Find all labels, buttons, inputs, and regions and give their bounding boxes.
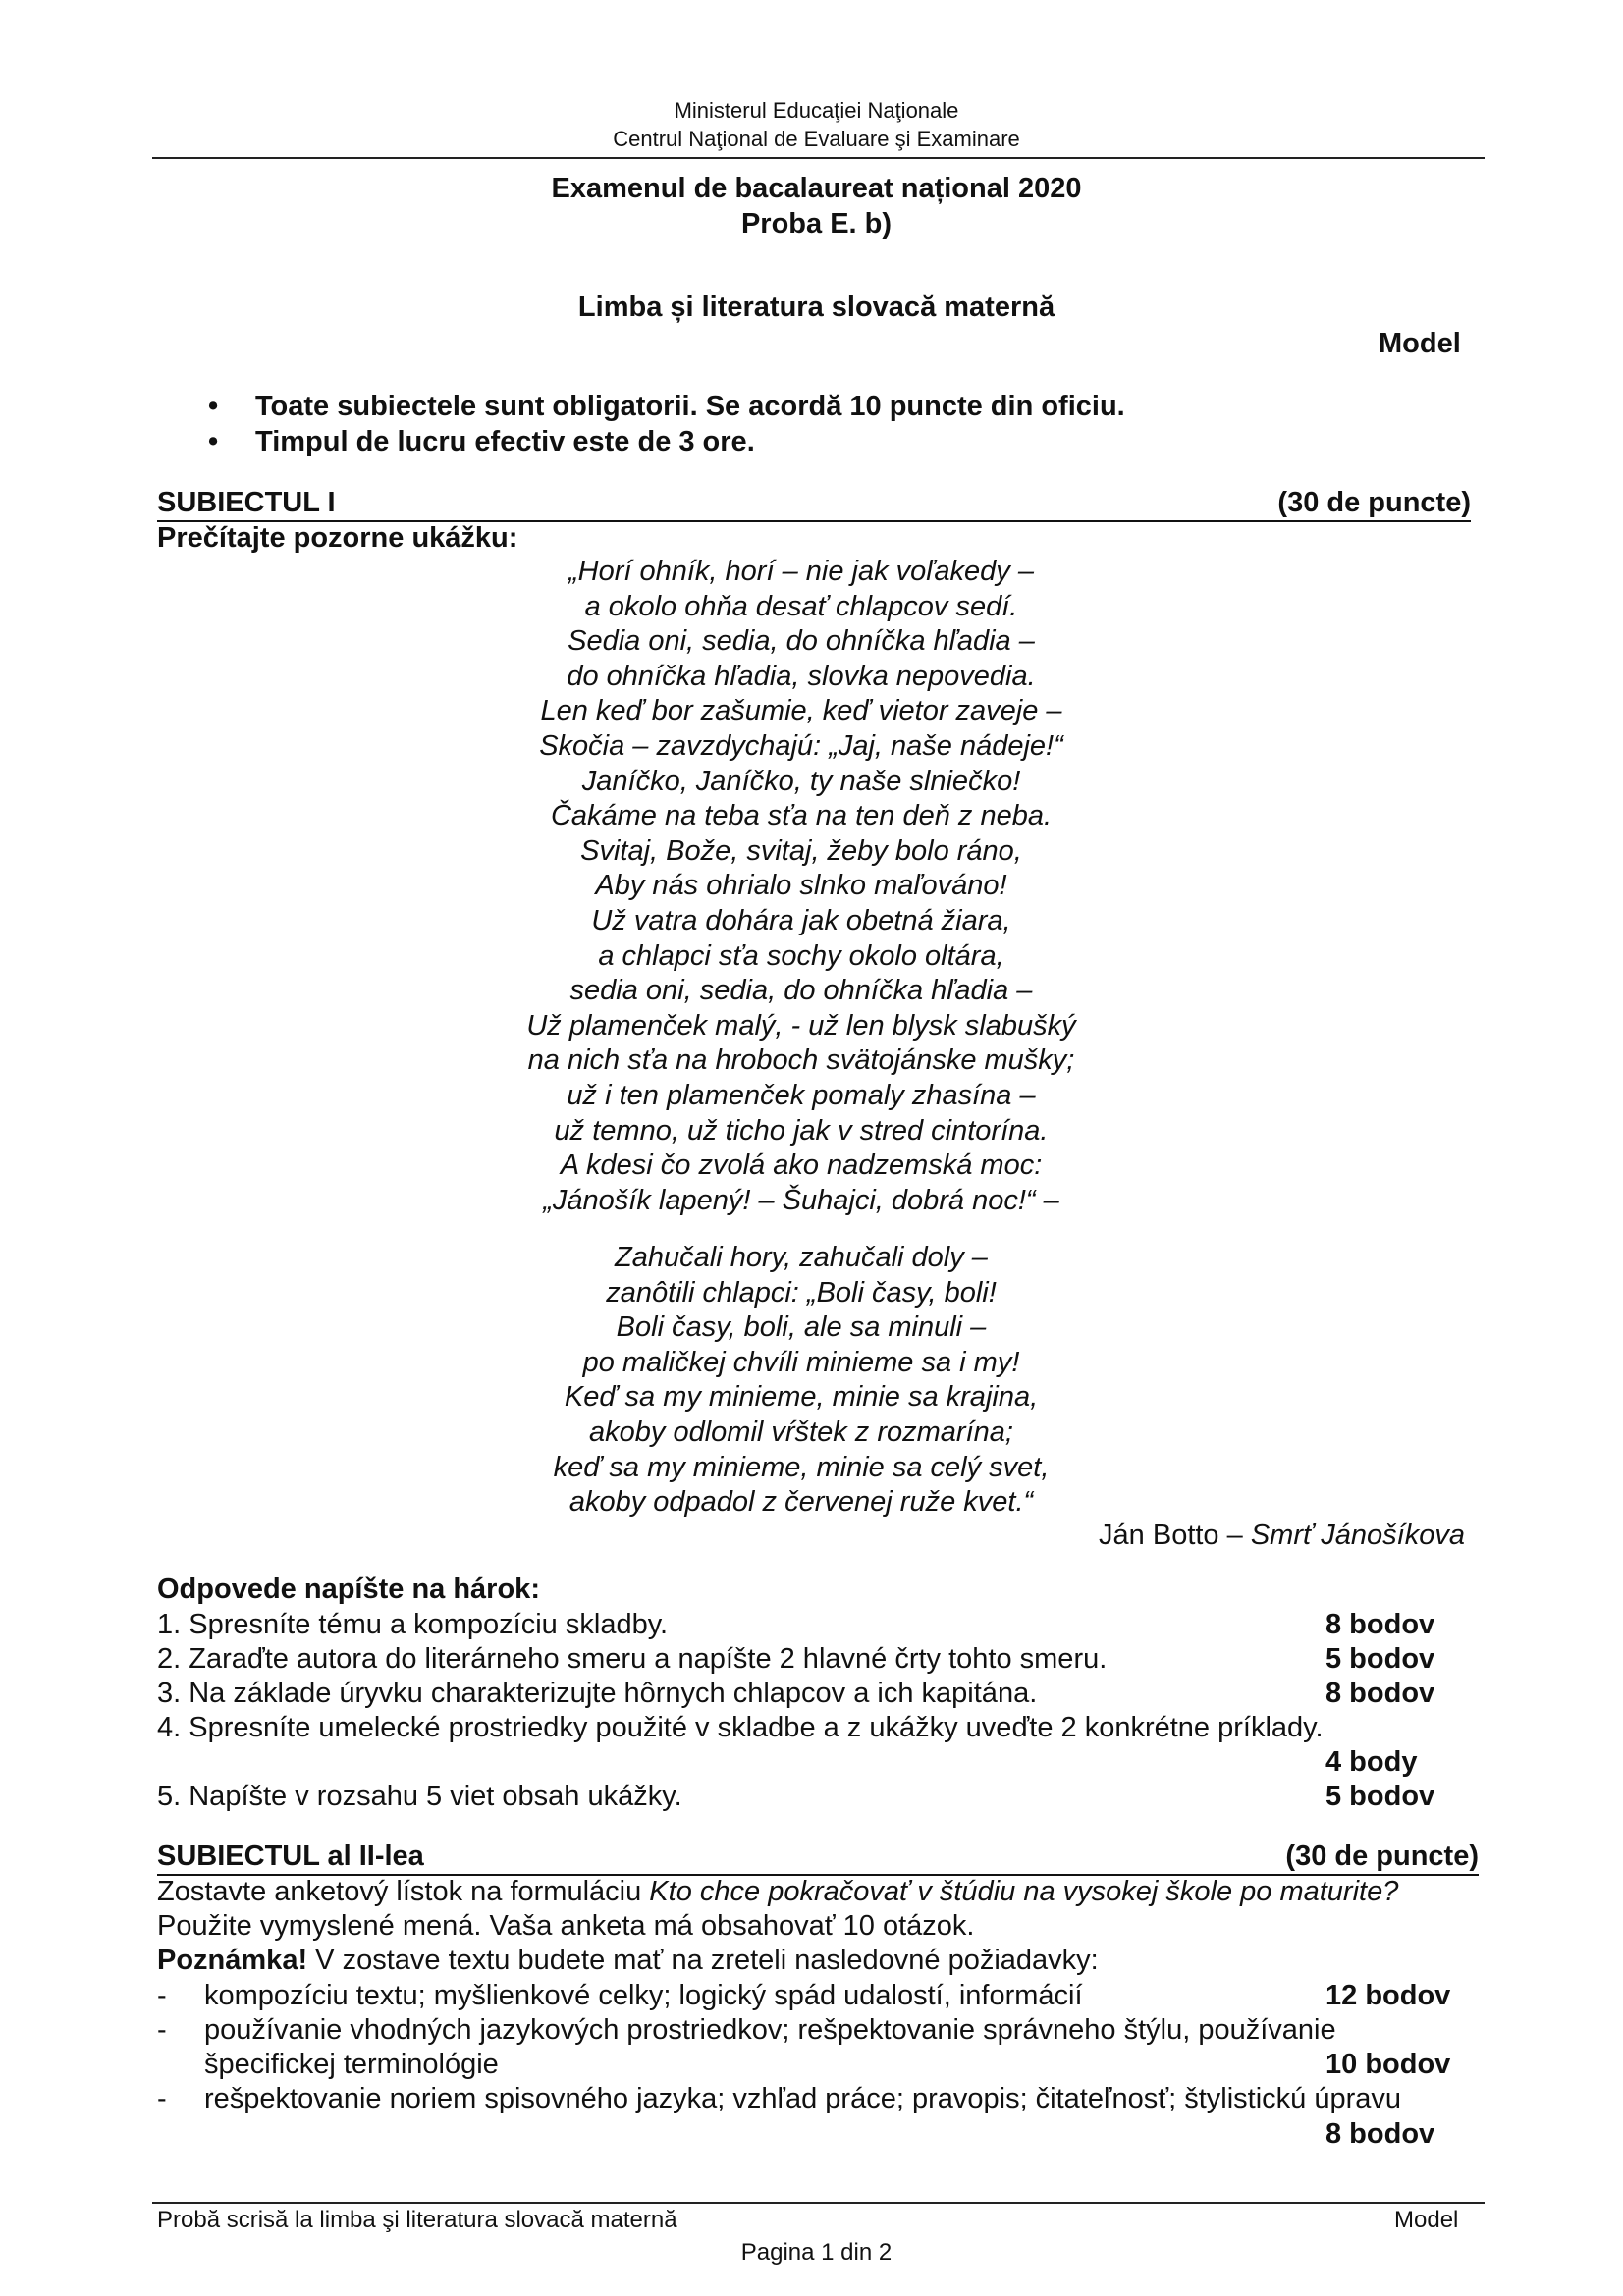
note-line xyxy=(157,1944,1099,1978)
poem-stanza-1 xyxy=(0,555,1602,1218)
poem-line: akoby odpadol z červenej ruže kvet.“ xyxy=(568,1486,1034,1519)
criterion-points: 10 bodov xyxy=(1325,2049,1451,2080)
poem-line: a okolo ohňa desať chlapcov sedí. xyxy=(584,590,1018,622)
footer-rule xyxy=(152,2202,1485,2204)
poem-line: po maličkej chvíli minieme sa i my! xyxy=(582,1346,1020,1378)
poem-line: a chlapci sťa sochy okolo oltára, xyxy=(598,939,1004,972)
poem-line: Len keď bor zašumie, keď vietor zaveje – xyxy=(540,695,1062,727)
task-line-2: Použite vymyslené mená. Vaša anketa má obsahovať 10 otázok. xyxy=(157,1910,975,1942)
poem-line: Janíčko, Janíčko, ty naše slniečko! xyxy=(581,765,1021,797)
section-title: SUBIECTUL al II-lea xyxy=(157,1841,424,1872)
rule-item: • Toate subiectele sunt obligatorii. Se acordă 10 puncte din oficiu. xyxy=(255,390,1125,424)
exam-title: Examenul de bacalaureat național 2020 xyxy=(551,173,1082,204)
poem-line: Svitaj, Bože, svitaj, žeby bolo ráno, xyxy=(580,834,1022,867)
ministry-name: Ministerul Educaţiei Naţionale xyxy=(674,98,959,123)
exam-proba: Proba E. b) xyxy=(740,208,893,240)
task-text: Zostavte anketový lístok na formuláciu xyxy=(157,1876,650,1907)
poem-line: Zahučali hory, zahučali doly – xyxy=(615,1242,988,1273)
section-heading-1 xyxy=(157,486,1471,522)
answers-intro: Odpovede napíšte na hárok: xyxy=(157,1574,540,1605)
question-points: 8 bodov xyxy=(1325,1609,1435,1640)
task-question: Kto chce pokračovať v štúdiu na vysokej škole po maturite? xyxy=(649,1876,1399,1907)
question-item: 4. Spresníte umelecké prostriedky použité v skladbe a z ukážky uveďte 2 konkrétne príklady. xyxy=(157,1712,1324,1743)
poem-line: „Jánošík lapený! – Šuhajci, dobrá noc!“ – xyxy=(543,1184,1059,1216)
author-name: Ján Botto – xyxy=(1099,1520,1251,1551)
poem-line: Keď sa my minieme, minie sa krajina, xyxy=(564,1381,1039,1414)
question-points: 4 body xyxy=(1325,1746,1418,1778)
poem-line: „Horí ohník, horí – nie jak voľakedy – xyxy=(568,556,1034,587)
section-heading-2 xyxy=(157,1840,1479,1876)
poem-line: na nich sťa na hroboch svätojánske mušky; xyxy=(527,1044,1075,1077)
footer-left: Probă scrisă la limba şi literatura slovacă maternă xyxy=(157,2207,677,2233)
question-item: 1. Spresníte tému a kompozíciu skladby. xyxy=(157,1609,669,1640)
criterion-points: 12 bodov xyxy=(1325,1980,1451,2011)
poem-attribution xyxy=(1099,1519,1465,1553)
poem-line: do ohníčka hľadia, slovka nepovedia. xyxy=(567,660,1036,692)
criterion-text: rešpektovanie noriem spisovného jazyka; vzhľad práce; pravopis; čitateľnosť; štylistickú úpravu xyxy=(204,2083,1401,2114)
poem-line: A kdesi čo zvolá ako nadzemská moc: xyxy=(560,1149,1043,1182)
poem-line: Už vatra dohára jak obetná žiara, xyxy=(591,904,1011,936)
question-item: 5. Napíšte v rozsahu 5 viet obsah ukážky. xyxy=(157,1781,682,1812)
criterion-text: špecifickej terminológie xyxy=(204,2049,499,2080)
center-name: Centrul Naţional de Evaluare şi Examinare xyxy=(613,127,1020,151)
read-intro: Prečítajte pozorne ukážku: xyxy=(157,522,518,554)
poem-line: zanôtili chlapci: „Boli časy, boli! xyxy=(606,1276,997,1308)
poem-line: akoby odlomil vŕštek z rozmarína; xyxy=(589,1415,1013,1448)
exam-page: Ministerul Educaţiei Naţionale Centrul Naţional de Evaluare şi Examinare Examenul de bacalaureat național 2020 Proba E. b) Limba și literatura slovacă maternă Model • Toate subiectele sunt obligatorii. Se acordă 10 puncte din oficiu. • Timpul de lucru efectiv este de 3 ore. SUBIECTUL I (30 de puncte) Prečítajte pozorne ukážku: „Horí ohník, horí – nie jak voľakedy – a okolo ohňa desať chlapcov sedí. Sedia oni, sedia, do ohníčka hľadia – do ohníčka hľadia, slovka nepovedia. Len keď bor zašumie, keď vietor zaveje – Skočia – zavzdychajú: „Jaj, naše nádeje!“ Janíčko, Janíčko, ty naše slniečko! Čakáme na teba sťa na ten deň z neba. Svitaj, Bože, svitaj, žeby bolo ráno, Aby nás ohrialo slnko maľováno! Už vatra dohára jak obetná žiara, a chlapci sťa sochy okolo oltára, sedia oni, sedia, do ohníčka hľadia – Už plamenček malý, - už len blysk slabušký na nich sťa na hroboch svätojánske mušky; už i ten plamenček pomaly zhasína – už temno, už ticho jak v stred cintorína. A kdesi čo zvolá ako nadzemská moc: „Jánošík lapený! – Šuhajci, dobrá noc!“ – Zahučali hory, zahučali doly – zanôtili chlapci: „Boli časy, boli! Boli časy, boli, ale sa minuli – po maličkej chvíli minieme sa i my! Keď sa my minieme, minie sa krajina, akoby odlomil vŕštek z rozmarína; keď sa my minieme, minie sa celý svet, akoby odpadol z červenej ruže kvet.“ Ján Botto – Smrť Jánošíkova Odpovede napíšte na hárok: 1. Spresníte tému a kompozíciu skladby. 8 bodov 2. Zaraďte autora do literárneho smeru a napíšte 2 hlavné črty tohto smeru. 5 bodov 3. Na základe úryvku charakterizujte hôrnych chlapcov a ich kapitána. 8 bodov 4. Spresníte umelecké prostriedky použité v skladbe a z ukážky uveďte 2 konkrétne príklady. 4 body 5. Napíšte v rozsahu 5 viet obsah ukážky. 5 bodov SUBIECTUL al II-lea (30 de puncte) Zostavte anketový lístok na formuláciu Kto chce pokračovať v štúdiu na vysokej škole po maturite? Použite vymyslené mená. Vaša anketa má obsahovať 10 otázok. Poznámka! V zostave textu budete mať na zreteli nasledovné požiadavky: - kompozíciu textu; myšlienkové celky; logický spád udalostí, informácií 12 bodov - používanie vhodných jazykových prostriedkov; rešpektovanie správneho štýlu, používanie špecifickej terminológie 10 bodov - rešpektovanie noriem spisovného jazyka; vzhľad práce; pravopis; čitateľnosť; štylistickú úpravu 8 bodov Probă scrisă la limba şi literatura slovacă maternă Model Pagina 1 din 2 xyxy=(0,0,1623,2296)
criterion-text: používanie vhodných jazykových prostriedkov; rešpektovanie správneho štýlu, používanie xyxy=(204,2014,1336,2046)
poem-line: Skočia – zavzdychajú: „Jaj, naše nádeje!“ xyxy=(539,729,1063,762)
poem-line: Čakáme na teba sťa na ten deň z neba. xyxy=(550,800,1053,832)
rule-item: • Timpul de lucru efectiv este de 3 ore. xyxy=(255,425,755,459)
poem-line: Aby nás ohrialo slnko maľováno! xyxy=(595,870,1007,902)
header-rule xyxy=(152,157,1485,159)
poem-stanza-2 xyxy=(0,1241,1602,1521)
poem-line: Už plamenček malý, - už len blysk slabušký xyxy=(526,1009,1076,1041)
section-points: (30 de puncte) xyxy=(1285,1841,1479,1872)
question-points: 5 bodov xyxy=(1325,1643,1435,1675)
page-number: Pagina 1 din 2 xyxy=(740,2239,893,2266)
section-title: SUBIECTUL I xyxy=(157,487,336,518)
question-points: 5 bodov xyxy=(1325,1781,1435,1812)
criterion-text: kompozíciu textu; myšlienkové celky; logický spád udalostí, informácií xyxy=(204,1980,1083,2011)
poem-line: Boli časy, boli, ale sa minuli – xyxy=(616,1311,987,1344)
poem-line: sedia oni, sedia, do ohníčka hľadia – xyxy=(569,975,1033,1007)
note-label: Poznámka! xyxy=(157,1945,308,1976)
question-item: 2. Zaraďte autora do literárneho smeru a napíšte 2 hlavné črty tohto smeru. xyxy=(157,1643,1108,1675)
question-item: 3. Na základe úryvku charakterizujte hôrnych chlapcov a ich kapitána. xyxy=(157,1678,1038,1709)
section-points: (30 de puncte) xyxy=(1277,487,1471,518)
criterion-points: 8 bodov xyxy=(1325,2118,1435,2150)
note-text: V zostave textu budete mať na zreteli nasledovné požiadavky: xyxy=(307,1945,1099,1976)
poem-line: už temno, už ticho jak v stred cintorína. xyxy=(554,1114,1049,1147)
poem-line: keď sa my minieme, minie sa celý svet, xyxy=(553,1451,1050,1483)
footer-right: Model xyxy=(1394,2207,1459,2233)
poem-line: Sedia oni, sedia, do ohníčka hľadia – xyxy=(568,625,1035,658)
task-line-1 xyxy=(157,1875,1398,1909)
exam-subject: Limba și literatura slovacă maternă xyxy=(577,292,1055,323)
model-label: Model xyxy=(1379,328,1461,359)
poem-line: už i ten plamenček pomaly zhasína – xyxy=(567,1079,1036,1111)
work-title: Smrť Jánošíkova xyxy=(1250,1520,1465,1551)
question-points: 8 bodov xyxy=(1325,1678,1435,1709)
